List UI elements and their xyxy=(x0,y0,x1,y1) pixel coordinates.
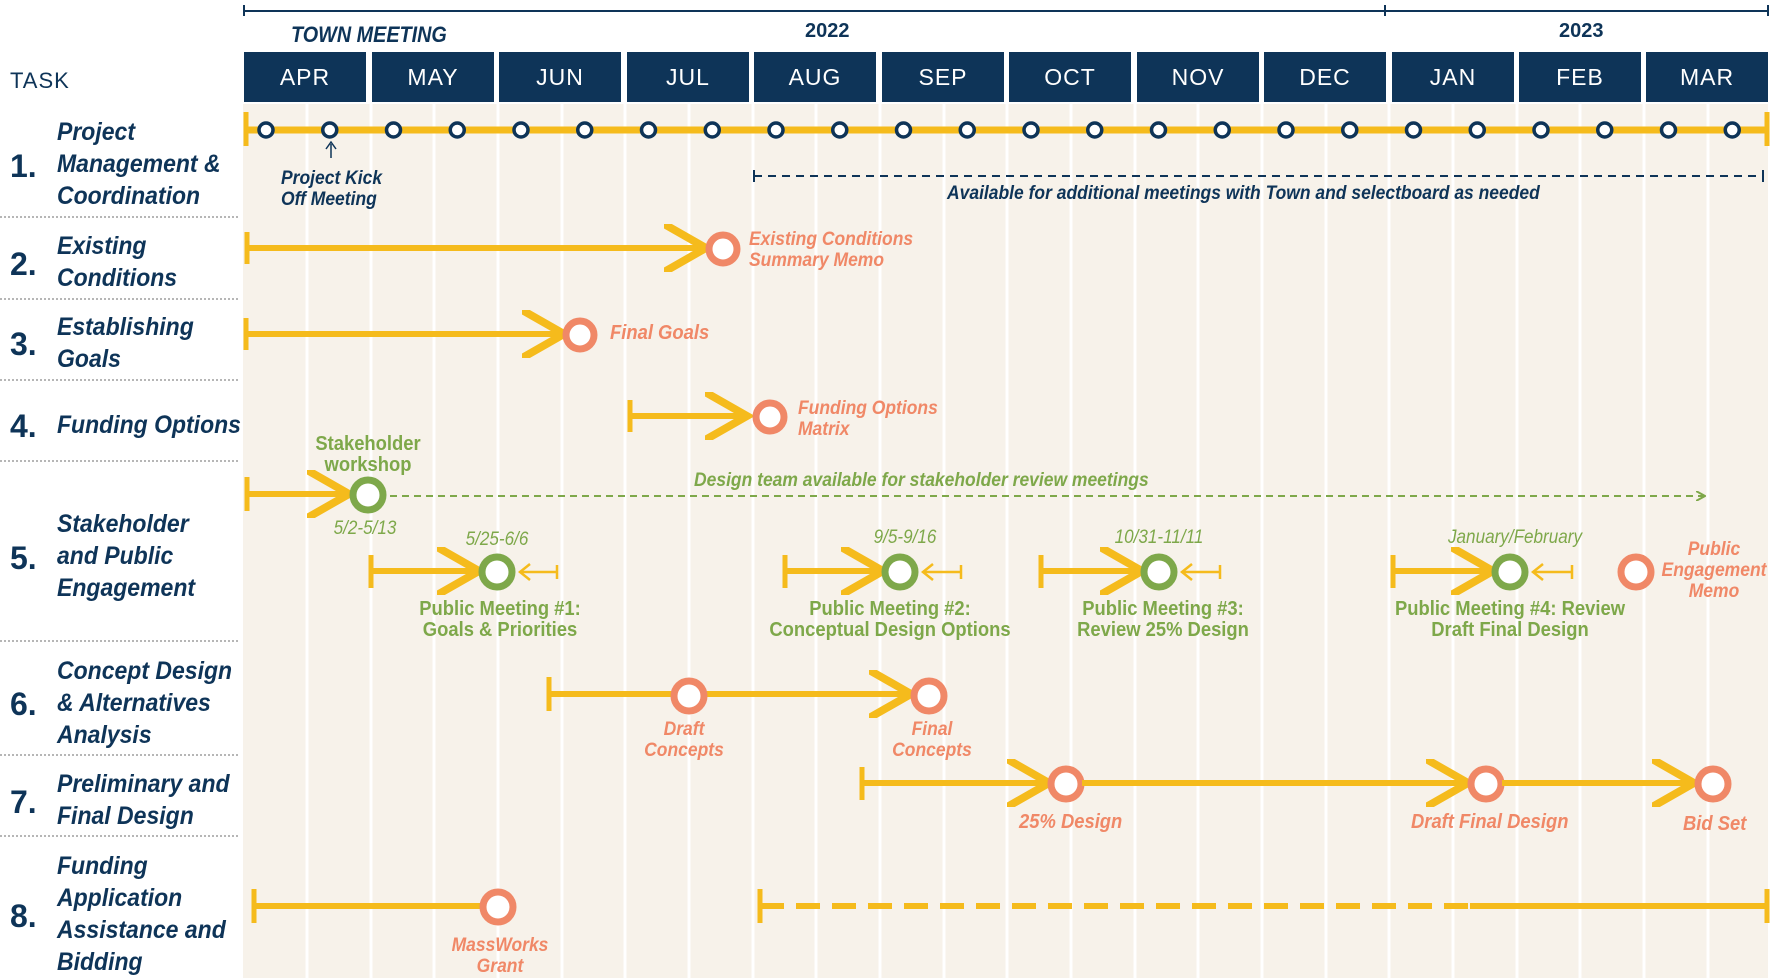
meeting-dot xyxy=(705,123,719,137)
task-8-number: 8. xyxy=(10,898,37,934)
final-goals-label: Final Goals xyxy=(610,322,710,344)
pm1-title-label: Public Meeting #1: Goals & Priorities xyxy=(419,598,581,641)
year-2023-label: 2023 xyxy=(1559,20,1604,42)
pm4-dates-label: January/February xyxy=(1447,527,1583,548)
draft-final-design-label: Draft Final Design xyxy=(1411,811,1569,833)
public-engagement-memo-label: Public Engagement Memo xyxy=(1661,539,1767,602)
task-8-name: Funding Application Assistance and Bidding xyxy=(57,852,226,976)
design-team-available-label: Design team available for stakeholder review meetings xyxy=(694,470,1149,491)
meeting-dot xyxy=(450,123,464,137)
available-meetings-label: Available for additional meetings with Town and selectboard as needed xyxy=(947,183,1540,204)
massworks-grant-label: MassWorks Grant xyxy=(451,935,549,977)
meeting-dot xyxy=(1725,123,1739,137)
month-header-jan: JAN xyxy=(1392,52,1514,102)
meeting-dot xyxy=(514,123,528,137)
pm2-title-label: Public Meeting #2: Conceptual Design Options xyxy=(769,598,1011,641)
task-4-number: 4. xyxy=(10,408,37,444)
meeting-dot xyxy=(833,123,847,137)
draft-concepts-label: Draft Concepts xyxy=(644,719,724,761)
task-2-name: Existing Conditions xyxy=(57,232,178,292)
month-header-may: MAY xyxy=(372,52,494,102)
task-6-number: 6. xyxy=(10,686,37,722)
pm2-dates-label: 9/5-9/16 xyxy=(873,527,937,548)
month-header-sep: SEP xyxy=(882,52,1004,102)
meeting-dot xyxy=(259,123,273,137)
task-2-number: 2. xyxy=(10,246,37,282)
meeting-dot xyxy=(1598,123,1612,137)
existing-conditions-memo-label: Existing Conditions Summary Memo xyxy=(749,229,914,271)
meeting-dot xyxy=(1407,123,1421,137)
month-header-aug: AUG xyxy=(754,52,876,102)
month-header-apr: APR xyxy=(244,52,366,102)
task-3-number: 3. xyxy=(10,326,37,362)
task-column-header: TASK xyxy=(10,68,70,93)
meeting-dot xyxy=(578,123,592,137)
meeting-dot xyxy=(323,123,337,137)
meeting-dot xyxy=(1215,123,1229,137)
meeting-dot xyxy=(1088,123,1102,137)
meeting-dot xyxy=(1662,123,1676,137)
meeting-dot xyxy=(1152,123,1166,137)
task-3-name: Establishing Goals xyxy=(57,313,194,373)
month-header-mar: MAR xyxy=(1646,52,1768,102)
meeting-dot xyxy=(387,123,401,137)
pm4-title-label: Public Meeting #4: Review Draft Final Design xyxy=(1394,598,1626,641)
final-concepts-label: Final Concepts xyxy=(892,719,972,761)
meeting-dot xyxy=(897,123,911,137)
meeting-dot xyxy=(1279,123,1293,137)
town-meeting-label: TOWN MEETING xyxy=(291,22,447,47)
pm1-dates-label: 5/25-6/6 xyxy=(465,529,529,550)
pm3-dates-label: 10/31-11/11 xyxy=(1114,527,1204,548)
task-4-name: Funding Options xyxy=(57,411,241,439)
task-5-number: 5. xyxy=(10,540,37,576)
month-header-jun: JUN xyxy=(499,52,621,102)
task-7-number: 7. xyxy=(10,784,37,820)
meeting-dot xyxy=(1470,123,1484,137)
design-25-label: 25% Design xyxy=(1019,811,1123,833)
meeting-dot xyxy=(642,123,656,137)
pm3-title-label: Public Meeting #3: Review 25% Design xyxy=(1077,598,1249,641)
task-5-name: Stakeholder and Public Engagement xyxy=(57,510,196,602)
meeting-dot xyxy=(960,123,974,137)
funding-options-matrix-label: Funding Options Matrix xyxy=(798,398,938,440)
meeting-dot xyxy=(1343,123,1357,137)
year-2022-label: 2022 xyxy=(805,20,850,42)
task-6-name: Concept Design & Alternatives Analysis xyxy=(57,657,233,749)
month-header-oct: OCT xyxy=(1009,52,1131,102)
stakeholder-workshop-label: Stakeholder workshop xyxy=(315,433,421,476)
month-header-nov: NOV xyxy=(1137,52,1259,102)
meeting-dot xyxy=(769,123,783,137)
task-1-name: Project Management & Coordination xyxy=(57,118,221,210)
meeting-dot xyxy=(1024,123,1038,137)
year-brackets xyxy=(244,5,1768,16)
meeting-dot xyxy=(1534,123,1548,137)
bid-set-label: Bid Set xyxy=(1683,813,1747,835)
month-header-feb: FEB xyxy=(1519,52,1641,102)
month-header-dec: DEC xyxy=(1264,52,1386,102)
task-7-name: Preliminary and Final Design xyxy=(57,770,230,830)
kickoff-label: Project Kick Off Meeting xyxy=(281,168,383,210)
workshop-dates-label: 5/2-5/13 xyxy=(333,518,397,539)
task-1-number: 1. xyxy=(10,148,37,184)
month-header-jul: JUL xyxy=(627,52,749,102)
